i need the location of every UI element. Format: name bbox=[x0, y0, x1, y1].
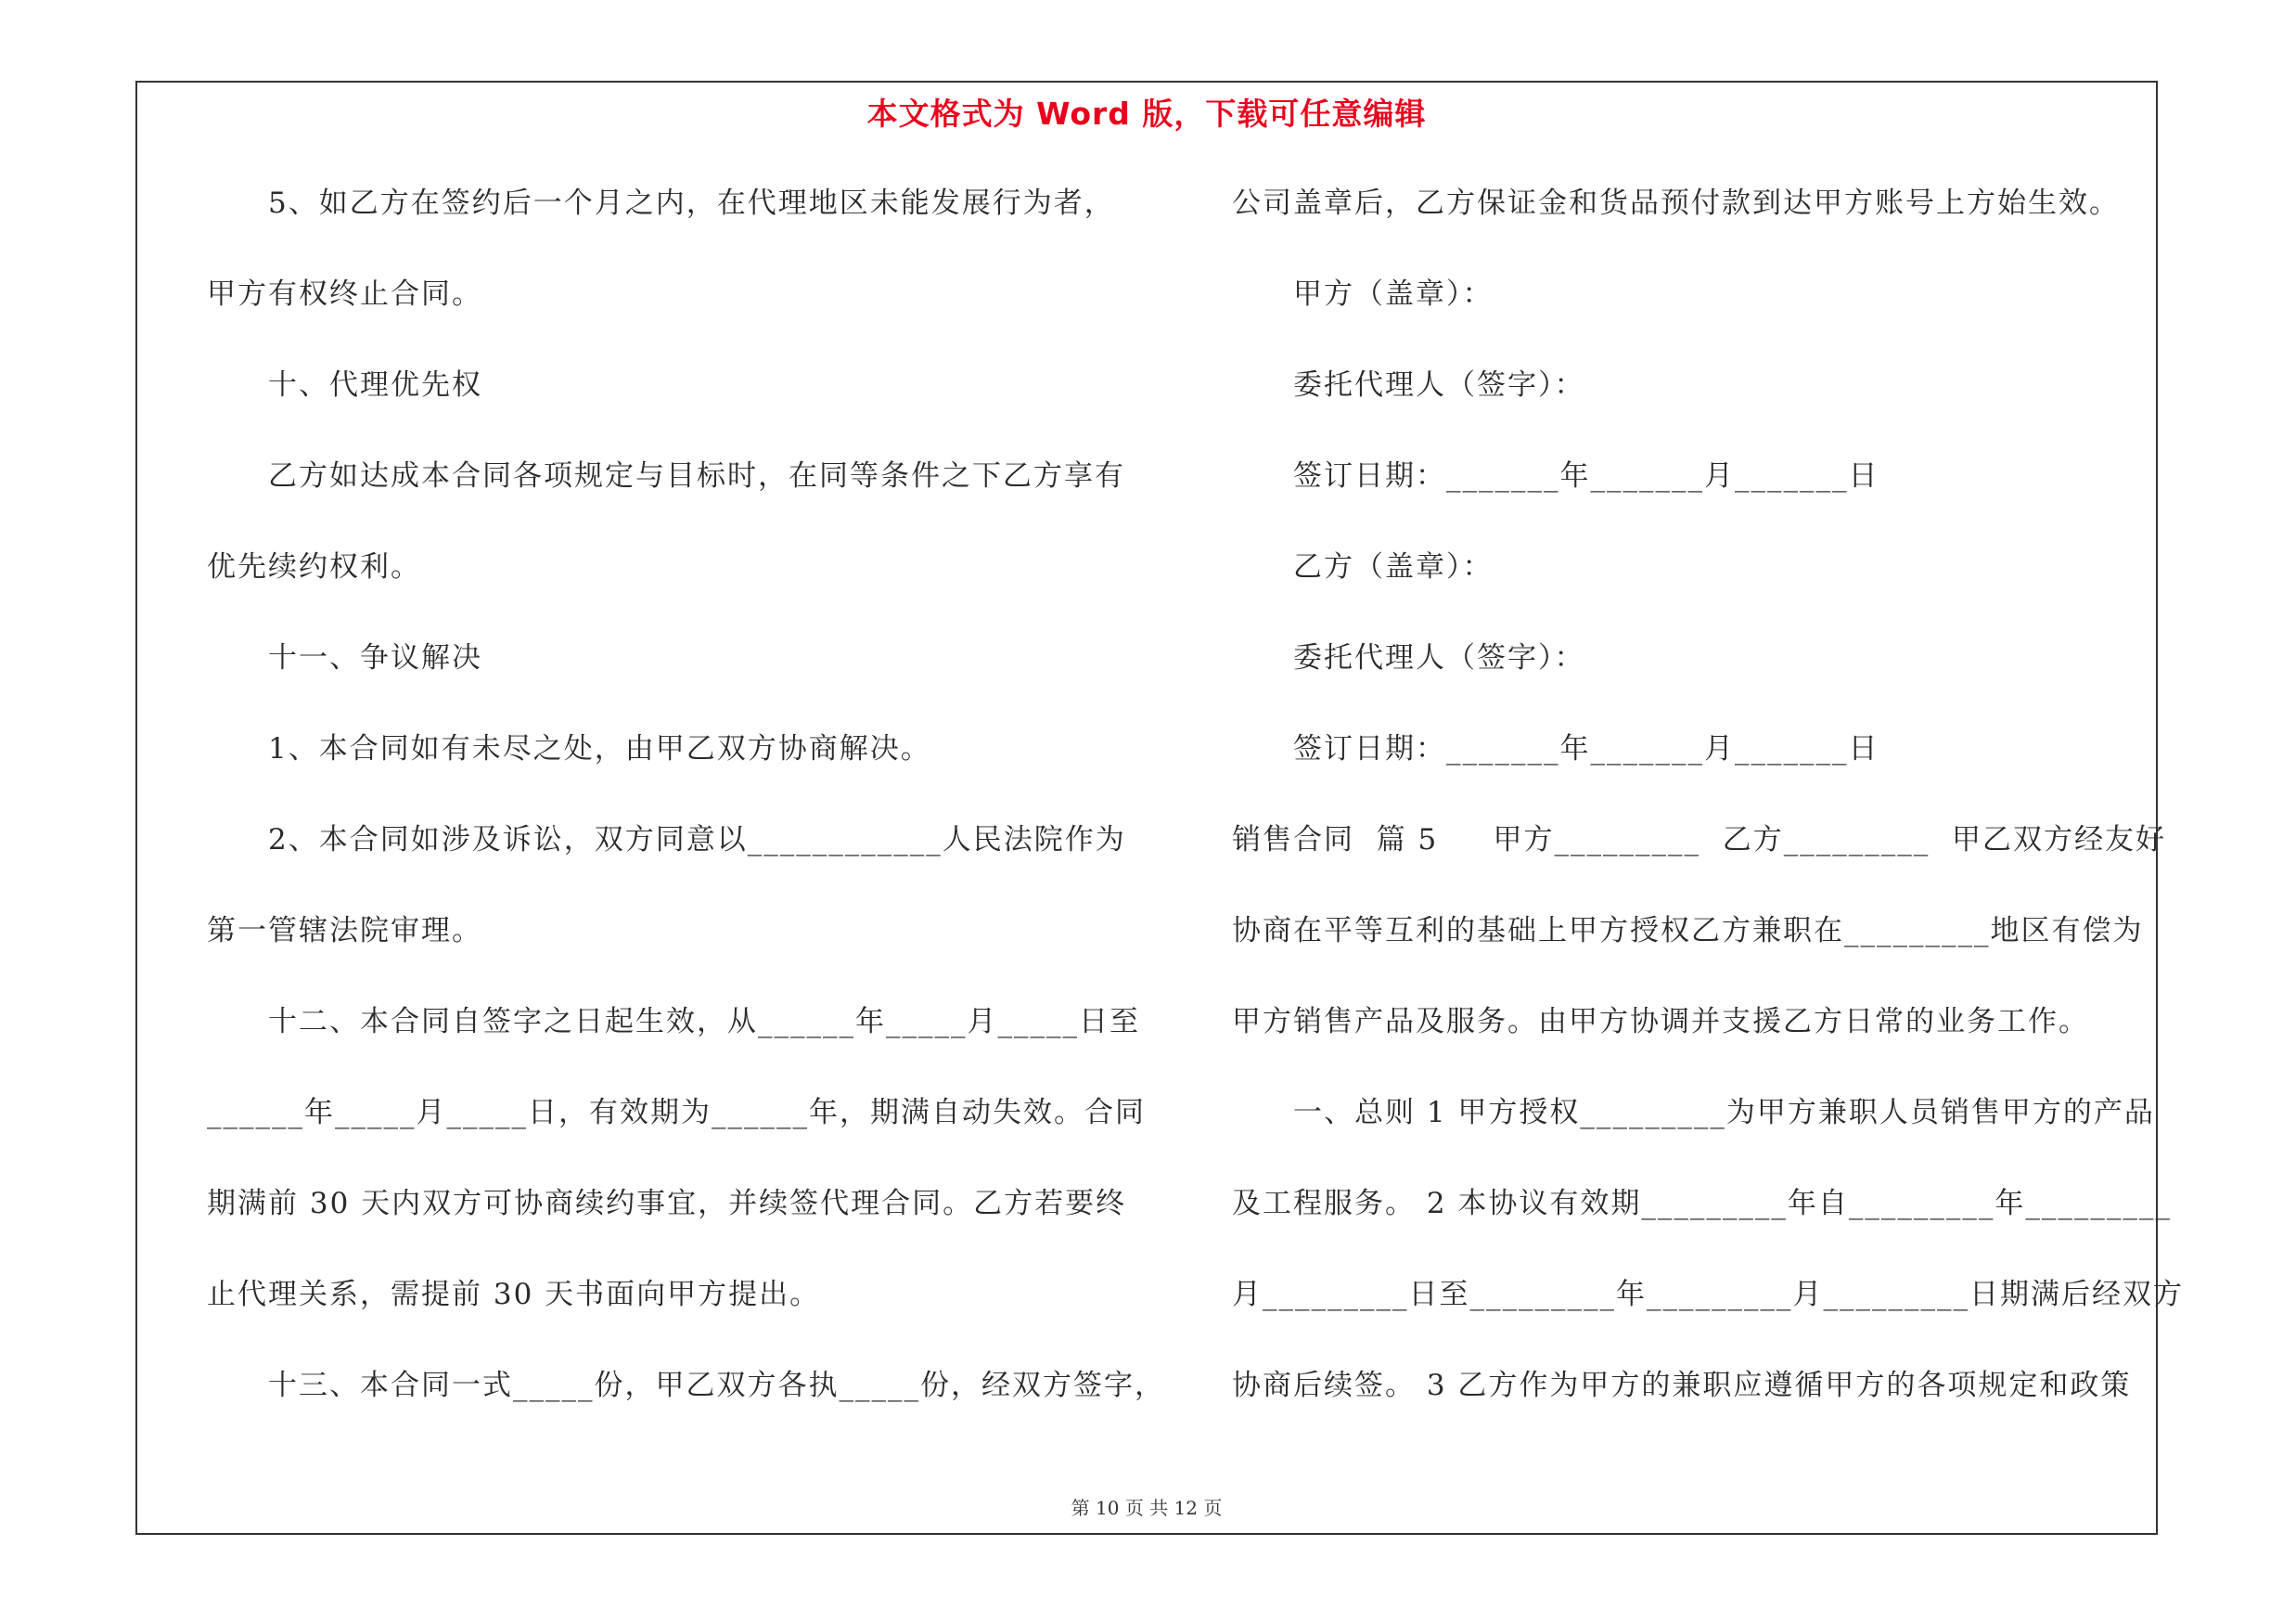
paragraph-line: 月_________日至_________年_________月_________日期满后经双方 bbox=[1232, 1278, 2184, 1311]
paragraph-line: 止代理关系，需提前 30 天书面向甲方提出。 bbox=[207, 1278, 821, 1311]
paragraph-line: 及工程服务。 2 本协议有效期_________年自_________年_________ bbox=[1232, 1187, 2172, 1220]
paragraph-line: 乙方如达成本合同各项规定与目标时，在同等条件之下乙方享有 bbox=[268, 459, 1125, 493]
paragraph-line: 一、总则 1 甲方授权_________为甲方兼职人员销售甲方的产品 bbox=[1293, 1096, 2155, 1129]
document-page bbox=[135, 81, 2184, 1535]
section-heading: 十、代理优先权 bbox=[268, 368, 482, 402]
paragraph-line: 公司盖章后，乙方保证金和货品预付款到达甲方账号上方始生效。 bbox=[1232, 187, 2120, 220]
paragraph-line: 第一管辖法院审理。 bbox=[207, 914, 482, 947]
paragraph-line: 十三、本合同一式_____份，甲乙双方各执_____份，经双方签字， bbox=[268, 1369, 1165, 1402]
word-format-notice: 本文格式为 Word 版，下载可任意编辑 bbox=[866, 96, 1427, 132]
paragraph-line: 2、本合同如涉及诉讼，双方同意以____________人民法院作为 bbox=[268, 823, 1126, 857]
signature-agent-b: 委托代理人（签字）： bbox=[1293, 641, 1585, 675]
contract-title-line: 销售合同 篇 5 甲方_________ 乙方_________ 甲乙双方经友好 bbox=[1232, 823, 2166, 857]
signing-date-b: 签订日期：_______年_______月_______日 bbox=[1293, 732, 1879, 766]
paragraph-line: 甲方有权终止合同。 bbox=[207, 277, 482, 311]
section-heading: 十一、争议解决 bbox=[268, 641, 482, 675]
signature-party-b: 乙方（盖章）： bbox=[1293, 550, 1494, 584]
paragraph-line: 十二、本合同自签字之日起生效，从______年_____月_____日至 bbox=[268, 1005, 1140, 1038]
signature-agent-a: 委托代理人（签字）： bbox=[1293, 368, 1585, 402]
paragraph-line: 5、如乙方在签约后一个月之内，在代理地区未能发展行为者， bbox=[268, 187, 1115, 220]
signature-party-a: 甲方（盖章）： bbox=[1293, 277, 1494, 311]
paragraph-line: 1、本合同如有未尽之处，由甲乙双方协商解决。 bbox=[268, 732, 931, 766]
signing-date-a: 签订日期：_______年_______月_______日 bbox=[1293, 459, 1879, 493]
page-number: 第 10 页 共 12 页 bbox=[1071, 1497, 1223, 1519]
paragraph-line: 期满前 30 天内双方可协商续约事宜，并续签代理合同。乙方若要终 bbox=[207, 1187, 1127, 1220]
paragraph-line: 优先续约权利。 bbox=[207, 550, 421, 584]
paragraph-line: 协商后续签。 3 乙方作为甲方的兼职应遵循甲方的各项规定和政策 bbox=[1232, 1369, 2132, 1402]
paragraph-line: 协商在平等互利的基础上甲方授权乙方兼职在_________地区有偿为 bbox=[1232, 914, 2144, 947]
paragraph-line: 甲方销售产品及服务。由甲方协调并支援乙方日常的业务工作。 bbox=[1232, 1005, 2089, 1038]
paragraph-line: ______年_____月_____日，有效期为______年，期满自动失效。合同 bbox=[207, 1096, 1146, 1129]
